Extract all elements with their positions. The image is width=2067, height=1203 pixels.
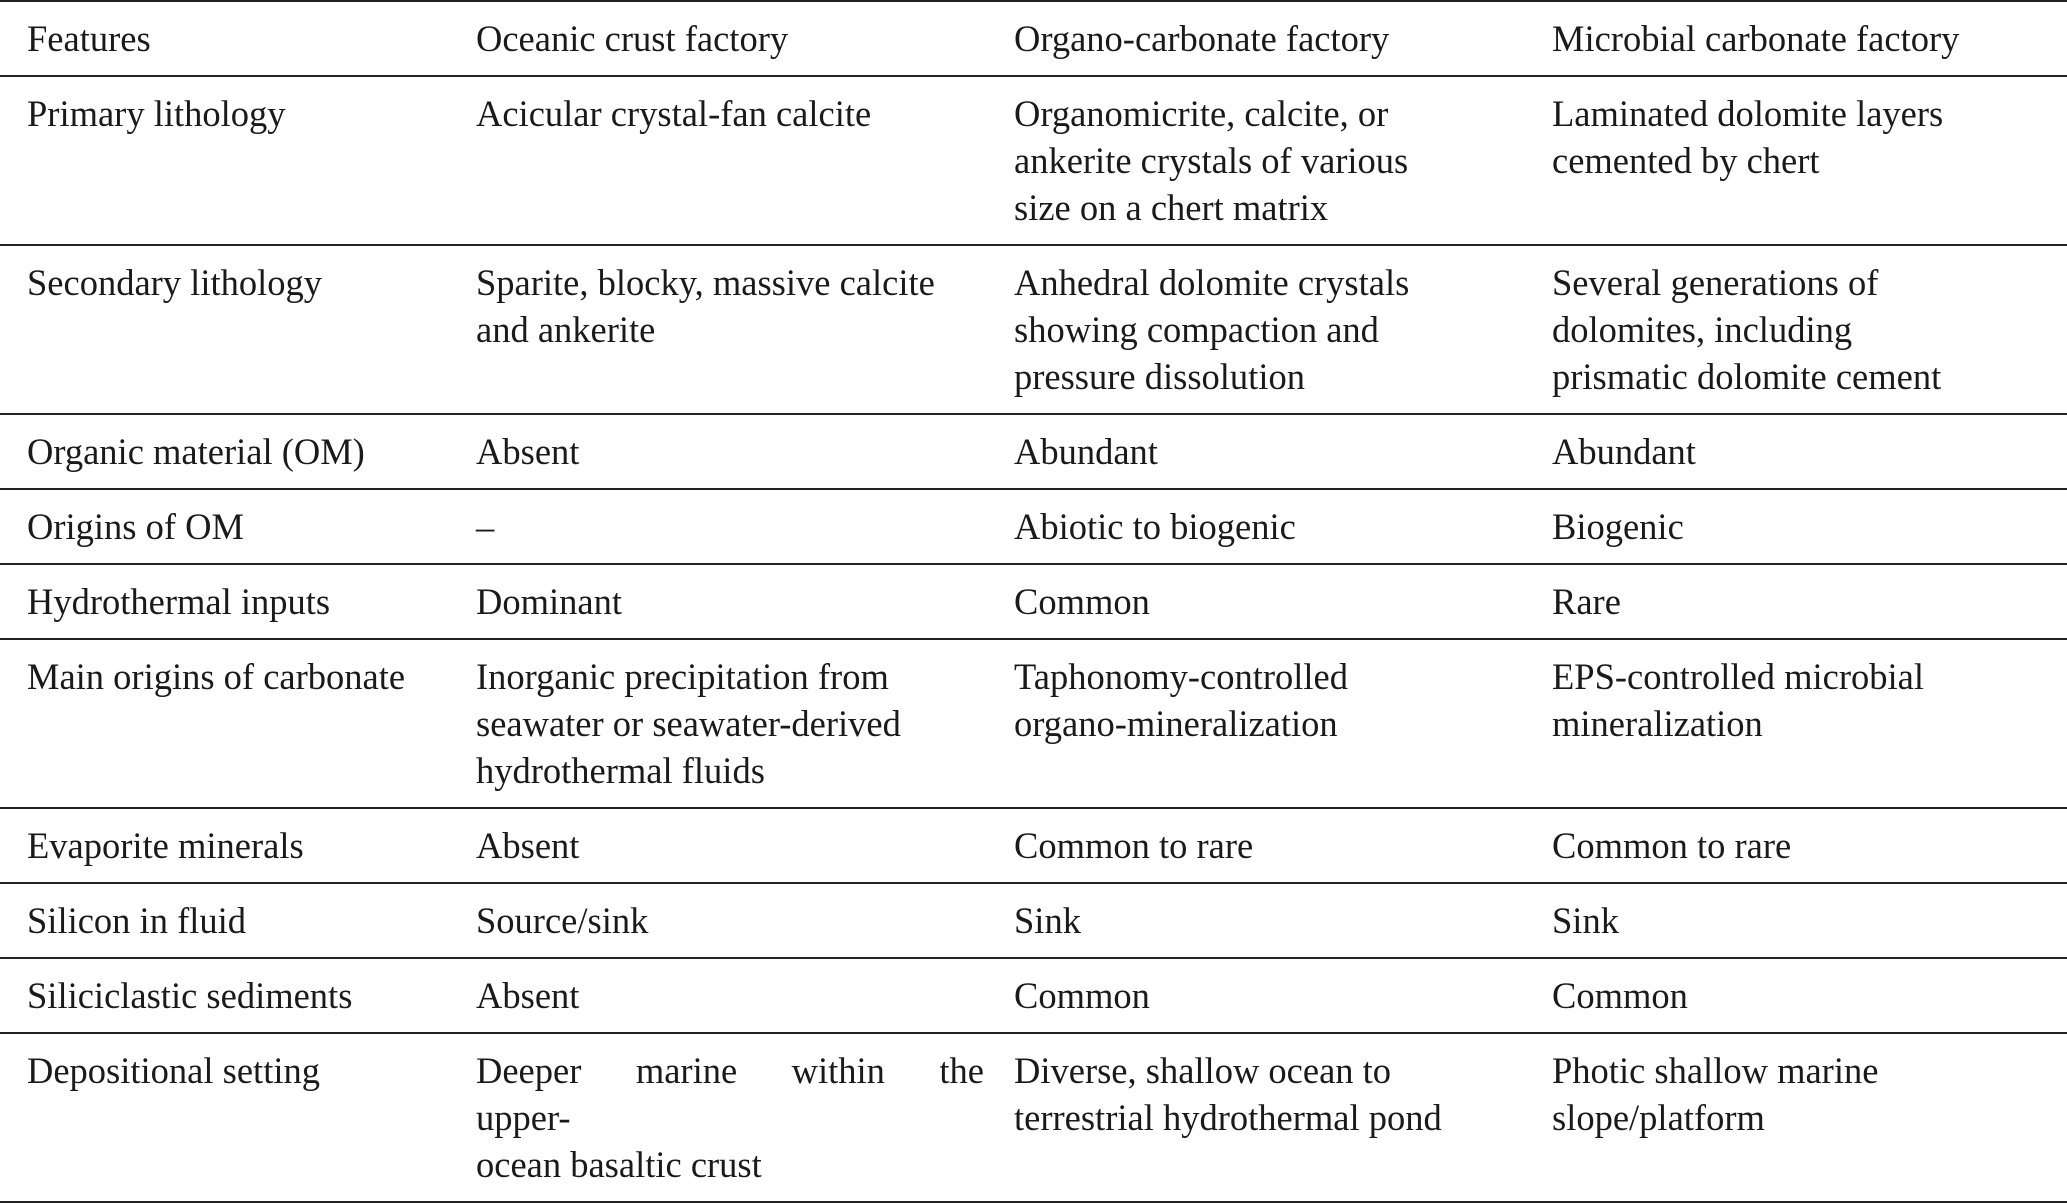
- table-row: [0, 958, 2067, 1033]
- cell-text-line: showing compaction and: [1014, 309, 1379, 350]
- oceanic-crust-cell: [476, 489, 1014, 564]
- cell-text-line: Absent: [476, 431, 580, 472]
- microbial-carbonate-cell: [1552, 883, 2067, 958]
- organo-carbonate-cell: [1014, 564, 1552, 639]
- cell-text-line: Sink: [1552, 900, 1619, 941]
- feature-cell: Depositional setting: [0, 1033, 476, 1202]
- cell-text-line: prismatic dolomite cement: [1552, 356, 1942, 397]
- organo-carbonate-cell: [1014, 808, 1552, 883]
- cell-text-line: ankerite crystals of various: [1014, 140, 1409, 181]
- cell-text-line: and ankerite: [476, 309, 656, 350]
- cell-text-line: Inorganic precipitation from: [476, 656, 889, 697]
- table-row: [0, 639, 2067, 808]
- cell-text-line: Photic shallow marine: [1552, 1050, 1879, 1091]
- cell-text-line: seawater or seawater-derived: [476, 703, 901, 744]
- cell-text-line: cemented by chert: [1552, 140, 1820, 181]
- feature-cell: Main origins of carbonate: [0, 639, 476, 808]
- microbial-carbonate-cell: [1552, 245, 2067, 414]
- feature-cell: Siliciclastic sediments: [0, 958, 476, 1033]
- oceanic-crust-cell: [476, 883, 1014, 958]
- feature-cell: Silicon in fluid: [0, 883, 476, 958]
- organo-carbonate-cell: [1014, 883, 1552, 958]
- oceanic-crust-cell: [476, 564, 1014, 639]
- oceanic-crust-cell: [476, 958, 1014, 1033]
- cell-text-line: Common: [1014, 975, 1150, 1016]
- cell-text-line: organo-mineralization: [1014, 703, 1338, 744]
- feature-cell: Organic material (OM): [0, 414, 476, 489]
- cell-text-line: Common: [1552, 975, 1688, 1016]
- cell-text-line: Common to rare: [1014, 825, 1254, 866]
- cell-text-line: upper-: [476, 1097, 571, 1138]
- organo-carbonate-cell: [1014, 76, 1552, 245]
- cell-text-line: Deeper marine within the: [476, 1050, 984, 1091]
- table-header-row: [0, 1, 2067, 76]
- cell-text-line: ocean basaltic crust: [476, 1144, 762, 1185]
- cell-text-line: Sink: [1014, 900, 1081, 941]
- cell-text-line: Taphonomy-controlled: [1014, 656, 1348, 697]
- cell-text-line: Abundant: [1014, 431, 1158, 472]
- header-features: Features: [0, 1, 476, 76]
- cell-text-line: Anhedral dolomite crystals: [1014, 262, 1410, 303]
- oceanic-crust-cell: [476, 76, 1014, 245]
- cell-text-line: Absent: [476, 975, 580, 1016]
- microbial-carbonate-cell: [1552, 564, 2067, 639]
- table-row: [0, 1033, 2067, 1202]
- oceanic-crust-cell: [476, 1033, 1014, 1202]
- cell-text-line: terrestrial hydrothermal pond: [1014, 1097, 1442, 1138]
- microbial-carbonate-cell: [1552, 958, 2067, 1033]
- cell-text-line: size on a chert matrix: [1014, 187, 1329, 228]
- cell-text-line: –: [476, 506, 495, 547]
- cell-text-line: hydrothermal fluids: [476, 750, 765, 791]
- cell-text-line: mineralization: [1552, 703, 1763, 744]
- feature-cell: Primary lithology: [0, 76, 476, 245]
- microbial-carbonate-cell: [1552, 76, 2067, 245]
- table-row: [0, 245, 2067, 414]
- cell-text-line: Abundant: [1552, 431, 1696, 472]
- oceanic-crust-cell: [476, 639, 1014, 808]
- table-row: [0, 76, 2067, 245]
- cell-text-line: pressure dissolution: [1014, 356, 1305, 397]
- cell-text-line: Sparite, blocky, massive calcite: [476, 262, 935, 303]
- microbial-carbonate-cell: [1552, 489, 2067, 564]
- cell-text-line: Acicular crystal-fan calcite: [476, 93, 872, 134]
- organo-carbonate-cell: [1014, 639, 1552, 808]
- feature-cell: Secondary lithology: [0, 245, 476, 414]
- organo-carbonate-cell: [1014, 414, 1552, 489]
- header-microbial-carbonate-factory: Microbial carbonate factory: [1552, 1, 2067, 76]
- cell-text-line: Laminated dolomite layers: [1552, 93, 1944, 134]
- table-row: [0, 564, 2067, 639]
- organo-carbonate-cell: [1014, 245, 1552, 414]
- table-row: [0, 883, 2067, 958]
- oceanic-crust-cell: [476, 808, 1014, 883]
- oceanic-crust-cell: [476, 414, 1014, 489]
- cell-text-line: Absent: [476, 825, 580, 866]
- cell-text-line: Dominant: [476, 581, 622, 622]
- cell-text-line: Abiotic to biogenic: [1014, 506, 1296, 547]
- table-row: [0, 414, 2067, 489]
- oceanic-crust-cell: [476, 245, 1014, 414]
- table-row: [0, 808, 2067, 883]
- feature-cell: Evaporite minerals: [0, 808, 476, 883]
- organo-carbonate-cell: [1014, 489, 1552, 564]
- cell-text-line: Organomicrite, calcite, or: [1014, 93, 1389, 134]
- cell-text-line: dolomites, including: [1552, 309, 1853, 350]
- microbial-carbonate-cell: [1552, 639, 2067, 808]
- cell-text-line: Common to rare: [1552, 825, 1792, 866]
- header-organo-carbonate-factory: Organo-carbonate factory: [1014, 1, 1552, 76]
- cell-text-line: Common: [1014, 581, 1150, 622]
- microbial-carbonate-cell: [1552, 1033, 2067, 1202]
- microbial-carbonate-cell: [1552, 808, 2067, 883]
- cell-text-line: slope/platform: [1552, 1097, 1765, 1138]
- microbial-carbonate-cell: [1552, 414, 2067, 489]
- cell-text-line: Source/sink: [476, 900, 649, 941]
- header-oceanic-crust-factory: Oceanic crust factory: [476, 1, 1014, 76]
- organo-carbonate-cell: [1014, 958, 1552, 1033]
- table-row: [0, 489, 2067, 564]
- cell-text-line: Diverse, shallow ocean to: [1014, 1050, 1392, 1091]
- cell-text-line: EPS-controlled microbial: [1552, 656, 1925, 697]
- organo-carbonate-cell: [1014, 1033, 1552, 1202]
- feature-cell: Hydrothermal inputs: [0, 564, 476, 639]
- cell-text-line: Rare: [1552, 581, 1621, 622]
- cell-text-line: Several generations of: [1552, 262, 1879, 303]
- feature-cell: Origins of OM: [0, 489, 476, 564]
- cell-text-line: Biogenic: [1552, 506, 1684, 547]
